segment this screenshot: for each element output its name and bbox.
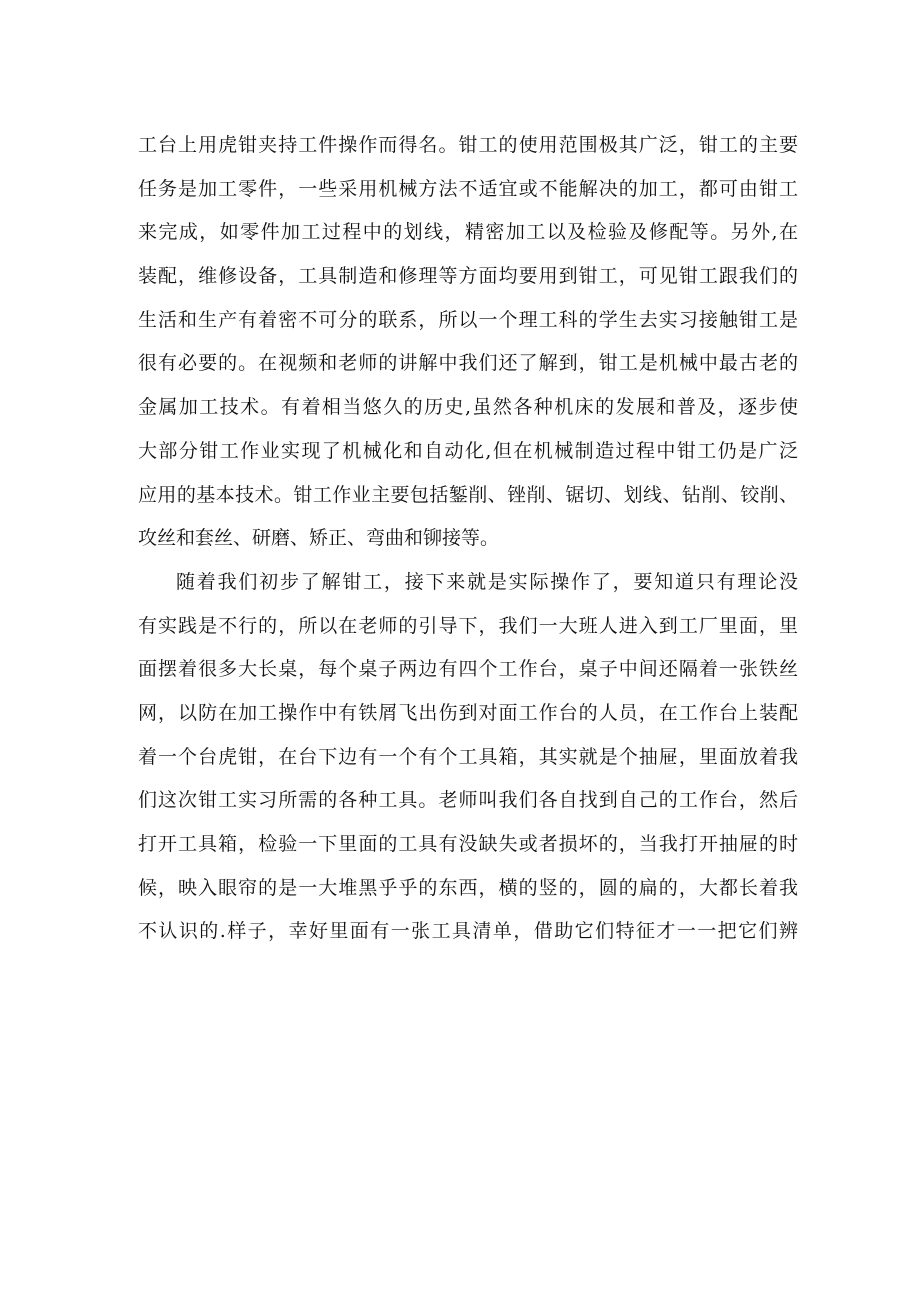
- text-line: 攻丝和套丝、研磨、矫正、弯曲和铆接等。: [138, 527, 500, 550]
- text-line: 大部分钳工作业实现了机械化和自动化,但在机械制造过程中钳工仍是广泛: [138, 439, 798, 462]
- text-line: 网，以防在加工操作中有铁屑飞出伤到对面工作台的人员，在工作台上装配: [138, 701, 798, 724]
- text-line: 着一个台虎钳，在台下边有一个有个工具箱，其实就是个抽屉，里面放着我: [138, 745, 798, 768]
- text-line: 任务是加工零件，一些采用机械方法不适宜或不能解决的加工，都可由钳工: [138, 177, 798, 200]
- text-line: 生活和生产有着密不可分的联系，所以一个理工科的学生去实习接触钳工是: [138, 308, 798, 331]
- text-line: 打开工具箱，检验一下里面的工具有没缺失或者损坏的，当我打开抽屉的时: [138, 833, 798, 855]
- paragraph-2: [138, 561, 798, 954]
- text-line: 面摆着很多大长桌，每个桌子两边有四个工作台，桌子中间还隔着一张铁丝: [138, 658, 798, 681]
- text-line: 们这次钳工实习所需的各种工具。老师叫我们各自找到自己的工作台，然后: [138, 789, 798, 812]
- text-line: 金属加工技术。有着相当悠久的历史,虽然各种机床的发展和普及，逐步使: [138, 396, 798, 419]
- text-line: 有实践是不行的，所以在老师的引导下，我们一大班人进入到工厂里面，里: [138, 614, 798, 637]
- text-line: 应用的基本技术。钳工作业主要包括錾削、锉削、锯切、划线、钻削、铰削、: [138, 483, 798, 506]
- text-line: 来完成，如零件加工过程中的划线，精密加工以及检验及修配等。另外,在: [138, 221, 798, 244]
- text-line: 候，映入眼帘的是一大堆黑乎乎的东西，横的竖的，圆的扁的，大都长着我: [138, 876, 798, 899]
- text-line: 不认识的.样子，幸好里面有一张工具清单，借助它们特征才一一把它们辨: [138, 920, 798, 943]
- paragraph-1: [138, 124, 798, 561]
- document-body: [138, 124, 798, 954]
- text-line: 随着我们初步了解钳工，接下来就是实际操作了，要知道只有理论没: [176, 570, 798, 593]
- text-line: 很有必要的。在视频和老师的讲解中我们还了解到，钳工是机械中最古老的: [138, 352, 798, 375]
- text-line: 装配，维修设备，工具制造和修理等方面均要用到钳工，可见钳工跟我们的: [138, 265, 798, 288]
- text-line: 工台上用虎钳夹持工件操作而得名。钳工的使用范围极其广泛，钳工的主要: [138, 134, 798, 156]
